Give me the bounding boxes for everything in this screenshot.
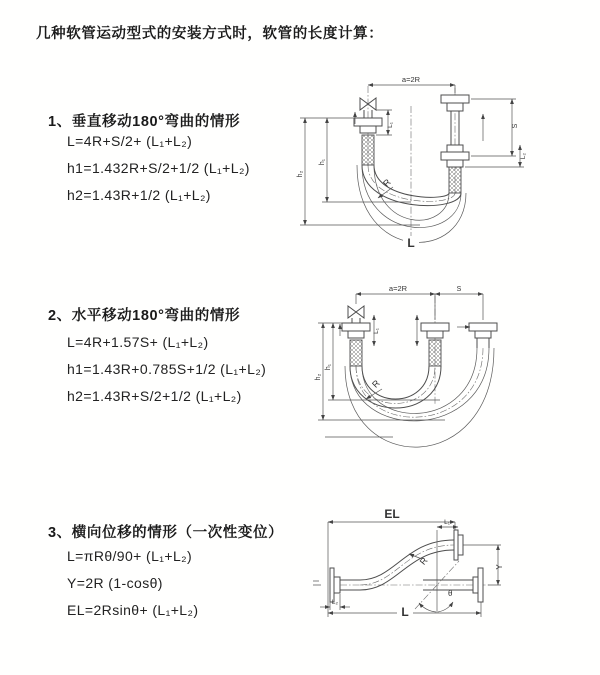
dim-ext: [300, 118, 420, 225]
pipe-right-neck: [477, 338, 489, 348]
flange-left-hub: [334, 577, 340, 593]
length-label: L: [401, 605, 409, 619]
flange-left: [354, 118, 382, 126]
flange-right: [478, 568, 483, 602]
length-label: L: [407, 236, 415, 250]
flange-right-hub: [473, 577, 478, 593]
flange-right: [469, 323, 497, 331]
flange-left: [330, 568, 334, 602]
section-2-formula-h1: h1=1.43R+0.785S+1/2 (L₁+L₂): [67, 361, 267, 377]
dim-ext: [471, 99, 516, 156]
dim-label-h2: h₂: [315, 373, 322, 381]
diagram-horizontal-180-bend: [300, 282, 595, 462]
flange-upper-right: [454, 530, 458, 560]
hose-wall-extended: [362, 165, 461, 228]
angle-arc-left: [419, 603, 436, 612]
dim-label-l1: L₁: [373, 328, 380, 334]
flange-right-lower-hub: [447, 145, 463, 152]
flange-middle-hub: [427, 331, 443, 338]
flange-left-hub: [348, 331, 364, 338]
flange-middle: [421, 323, 449, 331]
page-title: 几种软管运动型式的安装方式时，软管的长度计算：: [36, 26, 384, 42]
flange-right-upper: [441, 95, 469, 103]
datum-tick: [313, 581, 321, 585]
dim-label-h1: h₁: [325, 363, 332, 371]
section-1-heading: 1、垂直移动180°弯曲的情形: [48, 114, 241, 130]
dim-ext: [356, 294, 483, 320]
valve-icon: [368, 98, 376, 110]
flange-right-upper-hub: [447, 103, 463, 111]
section-1-formula-L: L=4R+S/2+ (L₁+L₂): [67, 133, 193, 149]
diagram-lateral-displacement: [305, 495, 595, 660]
dim-label-s: S: [512, 123, 519, 129]
flange-left-hub: [360, 126, 376, 133]
valve-icon: [348, 306, 356, 318]
section-3-heading: 3、横向位移的情形（一次性变位）: [48, 525, 284, 541]
angle-label: θ: [448, 589, 453, 598]
braid-left: [362, 135, 374, 165]
section-2-formula-L: L=4R+1.57S+ (L₁+L₂): [67, 334, 209, 350]
valve-icon: [360, 98, 368, 110]
dim-label-l1: L₁: [444, 519, 450, 526]
section-3-formula-EL: EL=2Rsinθ+ (L₁+L₂): [67, 602, 199, 618]
valve-icon: [356, 306, 364, 318]
dim-label-s: S: [456, 286, 462, 293]
section-2-heading: 2、水平移动180°弯曲的情形: [48, 308, 241, 324]
section-1-formula-h1: h1=1.432R+S/2+1/2 (L₁+L₂): [67, 160, 250, 176]
flange-upper-right-hub: [458, 535, 463, 555]
dim-ext: [328, 522, 455, 617]
radius-label: R: [370, 378, 382, 390]
dim-label-h2: h₂: [297, 170, 304, 178]
radius-label: R: [381, 177, 393, 189]
radius-arrow: [378, 187, 393, 198]
flange-right-hub: [475, 331, 491, 338]
dim-label-a2r: a=2R: [401, 75, 421, 84]
diagram-vertical-180-bend: [298, 66, 548, 266]
dim-label-a2r: a=2R: [388, 284, 408, 293]
dim-label-l2: L₂: [331, 599, 339, 606]
section-3-formula-Y: Y=2R (1-cosθ): [67, 575, 163, 591]
braid-left: [350, 340, 362, 366]
section-1-formula-h2: h2=1.43R+1/2 (L₁+L₂): [67, 187, 211, 203]
flange-right-lower-hub2: [447, 160, 463, 167]
angle-arc-right: [438, 602, 453, 612]
dim-label-l1: L₁: [387, 122, 394, 128]
section-2-formula-h2: h2=1.43R+S/2+1/2 (L₁+L₂): [67, 388, 242, 404]
flange-left: [342, 323, 370, 331]
radius-label: R: [417, 555, 430, 567]
pipe-left-neck: [352, 318, 360, 323]
dim-label-l2: L₂: [520, 152, 527, 160]
flange-right-lower: [441, 152, 469, 160]
hose-wall-extended: [362, 348, 477, 413]
braid-right: [449, 167, 461, 193]
dim-label-el: EL: [384, 507, 400, 521]
dim-label-h1: h₁: [319, 158, 326, 166]
section-3-formula-L: L=πRθ/90+ (L₁+L₂): [67, 548, 193, 564]
braid-middle: [429, 340, 441, 366]
dim-label-y: Y: [495, 564, 504, 570]
